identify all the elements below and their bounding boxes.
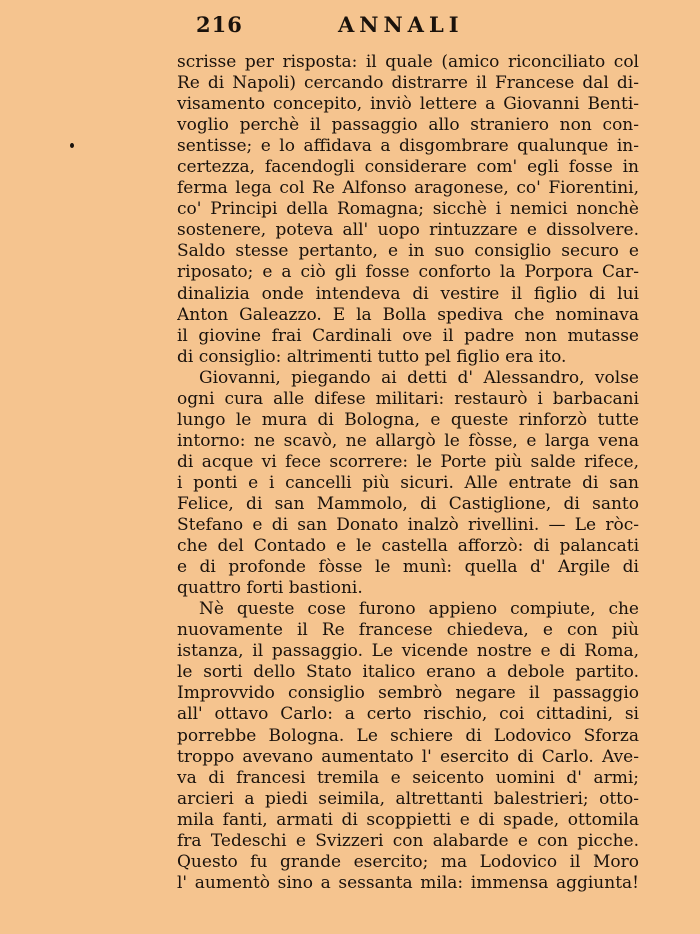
text-line: porrebbe Bologna. Le schiere di Lodovico Sforza — [177, 725, 639, 746]
text-line: riposato; e a ciò gli fosse conforto la Porpora Car- — [177, 262, 639, 283]
running-head — [0, 8, 700, 42]
text-line: dinalizia onde intendeva di vestire il figlio di lui — [177, 283, 639, 304]
text-line: i ponti e i cancelli più sicuri. Alle entrate di san — [177, 472, 639, 493]
text-line: troppo avevano aumentato l' esercito di Carlo. Ave- — [177, 746, 639, 767]
text-line: intorno: ne scavò, ne allargò le fòsse, e larga vena — [177, 430, 639, 451]
text-line: ogni cura alle difese militari: restaurò i barbacani — [177, 388, 639, 409]
text-line: istanza, il passaggio. Le vicende nostre e di Roma, — [177, 641, 639, 662]
text-line: l' aumentò sino a sessanta mila: immensa aggiunta! — [177, 872, 639, 893]
text-line: lungo le mura di Bologna, e queste rinforzò tutte — [177, 409, 639, 430]
text-line: arcieri a piedi seimila, altrettanti balestrieri; otto- — [177, 788, 639, 809]
margin-ink-dot — [70, 143, 74, 148]
text-line: ferma lega col Re Alfonso aragonese, co' Fiorentini, — [177, 178, 639, 199]
text-line: di acque vi fece scorrere: le Porte più salde rifece, — [177, 451, 639, 472]
body-text — [177, 52, 639, 894]
text-line: e di profonde fòsse le munì: quella d' Argile di — [177, 557, 639, 578]
text-line: va di francesi tremila e seicento uomini d' armi; — [177, 767, 639, 788]
text-line: Saldo stesse pertanto, e in suo consiglio securo e — [177, 241, 639, 262]
text-line: Nè queste cose furono appieno compiute, che — [199, 599, 639, 620]
text-line: Giovanni, piegando ai detti d' Alessandro, volse — [199, 367, 639, 388]
page-number: 216 — [196, 12, 243, 37]
text-line: scrisse per risposta: il quale (amico riconciliato col — [177, 52, 639, 72]
text-line: certezza, facendogli considerare com' egli fosse in — [177, 157, 639, 178]
text-line: mila fanti, armati di scoppietti e di spade, ottomila — [177, 809, 639, 830]
text-line: Anton Galeazzo. E la Bolla spediva che nominava — [177, 304, 639, 325]
text-line: le sorti dello Stato italico erano a debole partito. — [177, 662, 639, 683]
text-line: sentisse; e lo affidava a disgombrare qualunque in- — [177, 136, 639, 157]
text-line: Felice, di san Mammolo, di Castiglione, di santo — [177, 493, 639, 514]
text-line: quattro forti bastioni. — [177, 578, 363, 599]
text-line: fra Tedeschi e Svizzeri con alabarde e con picche. — [177, 830, 639, 851]
running-title: ANNALI — [338, 12, 464, 37]
text-line: di consiglio: altrimenti tutto pel figlio era ito. — [177, 346, 567, 367]
text-line: che del Contado e le castella afforzò: di palancati — [177, 536, 639, 557]
text-line: all' ottavo Carlo: a certo rischio, coi cittadini, si — [177, 704, 639, 725]
text-line: voglio perchè il passaggio allo straniero non con- — [177, 115, 639, 136]
text-line: sostenere, poteva all' uopo rintuzzare e dissolvere. — [177, 220, 639, 241]
text-line: visamento concepito, inviò lettere a Giovanni Benti- — [177, 94, 639, 115]
text-line: co' Principi della Romagna; sicchè i nemici nonchè — [177, 199, 639, 220]
text-line: Improvvido consiglio sembrò negare il passaggio — [177, 683, 639, 704]
text-line: nuovamente il Re francese chiedeva, e con più — [177, 620, 639, 641]
text-line: Re di Napoli) cercando distrarre il Francese dal di- — [177, 73, 639, 94]
text-line: Stefano e di san Donato inalzò rivellini. — Le ròc- — [177, 515, 639, 536]
text-line: Questo fu grande esercito; ma Lodovico il Moro — [177, 851, 639, 872]
text-line: il giovine frai Cardinali ove il padre non mutasse — [177, 325, 639, 346]
